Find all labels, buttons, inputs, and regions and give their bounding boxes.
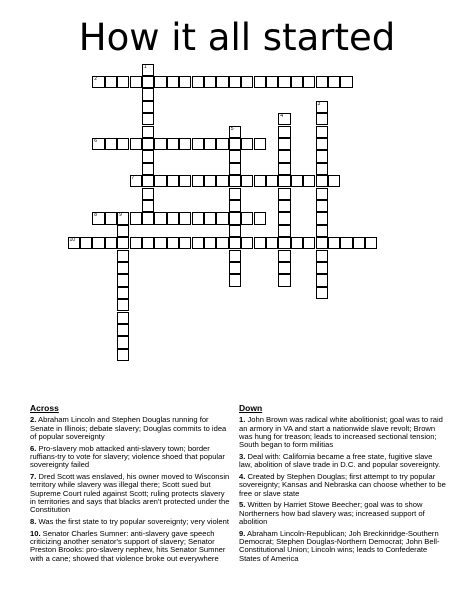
clue-number: 7 xyxy=(131,175,135,182)
grid-cell[interactable] xyxy=(142,200,154,212)
grid-cell[interactable] xyxy=(142,150,154,162)
grid-cell[interactable] xyxy=(142,113,154,125)
grid-cell[interactable] xyxy=(179,212,191,224)
grid-cell[interactable] xyxy=(154,175,166,187)
across-clue xyxy=(30,445,230,470)
grid-cell[interactable] xyxy=(117,76,129,88)
down-clue xyxy=(239,501,447,526)
down-clues xyxy=(239,404,447,567)
grid-cell[interactable] xyxy=(340,76,352,88)
clue-number: 8 xyxy=(94,212,98,219)
grid-cell[interactable] xyxy=(179,138,191,150)
grid-cell[interactable] xyxy=(241,175,253,187)
grid-cell[interactable] xyxy=(167,212,179,224)
grid-cell[interactable] xyxy=(254,237,266,249)
grid-cell[interactable] xyxy=(254,138,266,150)
grid-cell[interactable] xyxy=(278,250,290,262)
clue-number: 3. xyxy=(239,451,246,461)
grid-cell[interactable] xyxy=(328,175,340,187)
clue-number: 4 xyxy=(280,113,284,120)
grid-cell[interactable] xyxy=(278,138,290,150)
grid-cell[interactable] xyxy=(316,138,328,150)
grid-cell[interactable] xyxy=(216,175,228,187)
grid-cell[interactable] xyxy=(179,76,191,88)
grid-cell[interactable] xyxy=(291,237,303,249)
grid-cell[interactable] xyxy=(142,175,154,187)
clue-number: 5. xyxy=(239,500,246,510)
grid-cell[interactable] xyxy=(254,212,266,224)
grid-cell[interactable] xyxy=(278,188,290,200)
grid-cell[interactable] xyxy=(192,138,204,150)
down-clue xyxy=(239,416,447,449)
grid-cell[interactable] xyxy=(105,138,117,150)
down-clue xyxy=(239,453,447,470)
grid-cell[interactable] xyxy=(117,287,129,299)
grid-cell[interactable] xyxy=(216,138,228,150)
grid-cell[interactable] xyxy=(167,138,179,150)
grid-cell[interactable] xyxy=(154,212,166,224)
grid-cell[interactable] xyxy=(291,76,303,88)
grid-cell[interactable] xyxy=(316,237,328,249)
grid-cell[interactable] xyxy=(117,349,129,361)
grid-cell[interactable] xyxy=(142,126,154,138)
grid-cell[interactable] xyxy=(229,175,241,187)
clue-text: Deal with: California became a free state, fugitive slave law, abolition of slave trade in D.C. and popular sovereignty. xyxy=(239,451,441,470)
across-clues xyxy=(30,404,230,567)
grid-cell[interactable] xyxy=(278,262,290,274)
clue-number: 3 xyxy=(317,100,321,107)
grid-cell[interactable] xyxy=(316,188,328,200)
clue-text: Senator Charles Sumner: anti-slavery gave speech criticizing another senator's support of slavery; Senator Preston Brooks: pro-slavery nephew, hits Senator Sumner with a cane; showed that violence broke out everywhere xyxy=(30,528,226,563)
grid-cell[interactable] xyxy=(316,113,328,125)
grid-cell[interactable] xyxy=(179,175,191,187)
grid-cell[interactable] xyxy=(142,138,154,150)
grid-cell[interactable] xyxy=(117,336,129,348)
grid-cell[interactable] xyxy=(316,212,328,224)
grid-cell[interactable] xyxy=(142,188,154,200)
grid-cell[interactable] xyxy=(192,76,204,88)
grid-cell[interactable] xyxy=(142,163,154,175)
puzzle-title: How it all started xyxy=(78,16,396,59)
clue-number: 5 xyxy=(230,125,234,132)
grid-cell[interactable] xyxy=(316,225,328,237)
grid-cell[interactable] xyxy=(117,138,129,150)
grid-cell[interactable] xyxy=(105,212,117,224)
grid-cell[interactable] xyxy=(278,113,290,125)
grid-cell[interactable] xyxy=(278,274,290,286)
grid-cell[interactable] xyxy=(278,126,290,138)
grid-cell[interactable] xyxy=(216,76,228,88)
grid-cell[interactable] xyxy=(80,237,92,249)
grid-cell[interactable] xyxy=(241,76,253,88)
across-heading: Across xyxy=(30,403,59,413)
clue-number: 7. xyxy=(30,472,37,482)
grid-cell[interactable] xyxy=(92,138,104,150)
clue-text: Written by Harriet Stowe Beecher; goal was to show Northerners how bad slavery was; increased support of abolition xyxy=(239,500,425,527)
grid-cell[interactable] xyxy=(278,237,290,249)
grid-cell[interactable] xyxy=(130,138,142,150)
clue-text: Was the first state to try popular sovereignty; very violent xyxy=(36,517,229,527)
grid-cell[interactable] xyxy=(204,138,216,150)
grid-cell[interactable] xyxy=(167,175,179,187)
clue-number: 1 xyxy=(143,63,147,70)
grid-cell[interactable] xyxy=(204,76,216,88)
clue-number: 10 xyxy=(69,237,76,244)
grid-cell[interactable] xyxy=(328,76,340,88)
grid-cell[interactable] xyxy=(130,237,142,249)
clue-text: Abraham Lincoln and Stephen Douglas running for Senate in Illinois; debate slavery; Douglas commits to idea of popular sovereignty xyxy=(30,415,227,441)
grid-cell[interactable] xyxy=(229,76,241,88)
grid-cell[interactable] xyxy=(340,237,352,249)
clue-text: Pro-slavery mob attacked anti-slavery town; border ruffians-try to vote for slavery; violence shoed that popular sovereignty failed xyxy=(30,443,225,470)
clue-number: 9. xyxy=(239,528,246,538)
grid-cell[interactable] xyxy=(204,175,216,187)
grid-cell[interactable] xyxy=(229,138,241,150)
grid-cell[interactable] xyxy=(229,150,241,162)
grid-cell[interactable] xyxy=(117,262,129,274)
grid-cell[interactable] xyxy=(316,175,328,187)
grid-cell[interactable] xyxy=(241,237,253,249)
grid-cell[interactable] xyxy=(154,237,166,249)
grid-cell[interactable] xyxy=(117,212,129,224)
grid-cell[interactable] xyxy=(353,237,365,249)
down-clue xyxy=(239,530,447,563)
grid-cell[interactable] xyxy=(266,76,278,88)
grid-cell[interactable] xyxy=(278,150,290,162)
grid-cell[interactable] xyxy=(142,212,154,224)
grid-cell[interactable] xyxy=(229,262,241,274)
grid-cell[interactable] xyxy=(229,188,241,200)
grid-cell[interactable] xyxy=(117,324,129,336)
grid-cell[interactable] xyxy=(105,76,117,88)
grid-cell[interactable] xyxy=(216,237,228,249)
grid-cell[interactable] xyxy=(303,76,315,88)
grid-cell[interactable] xyxy=(117,312,129,324)
grid-cell[interactable] xyxy=(316,200,328,212)
grid-cell[interactable] xyxy=(92,76,104,88)
clue-number: 2 xyxy=(94,75,98,82)
grid-cell[interactable] xyxy=(229,212,241,224)
grid-cell[interactable] xyxy=(154,138,166,150)
grid-cell[interactable] xyxy=(92,237,104,249)
grid-cell[interactable] xyxy=(130,175,142,187)
clue-text: Dred Scott was enslaved, his owner moved to Wisconsin territory while slavery was illegal there; Scott sued but Supreme Court ruled against Scott; ruling protects slavery in territories and says that blacks aren't protected under the Constitution xyxy=(30,472,230,515)
across-clue xyxy=(30,518,230,526)
grid-cell[interactable] xyxy=(229,274,241,286)
grid-cell[interactable] xyxy=(266,175,278,187)
grid-cell[interactable] xyxy=(303,175,315,187)
grid-cell[interactable] xyxy=(316,126,328,138)
grid-cell[interactable] xyxy=(278,225,290,237)
grid-cell[interactable] xyxy=(303,237,315,249)
grid-cell[interactable] xyxy=(167,76,179,88)
grid-cell[interactable] xyxy=(192,175,204,187)
grid-cell[interactable] xyxy=(192,212,204,224)
grid-cell[interactable] xyxy=(92,212,104,224)
grid-cell[interactable] xyxy=(316,163,328,175)
clue-number: 10. xyxy=(30,528,41,538)
grid-cell[interactable] xyxy=(316,262,328,274)
grid-cell[interactable] xyxy=(229,200,241,212)
clue-number: 8. xyxy=(30,517,37,527)
clue-number: 2. xyxy=(30,415,37,425)
grid-cell[interactable] xyxy=(278,163,290,175)
grid-cell[interactable] xyxy=(241,212,253,224)
grid-cell[interactable] xyxy=(117,250,129,262)
grid-cell[interactable] xyxy=(216,212,228,224)
grid-cell[interactable] xyxy=(291,175,303,187)
grid-cell[interactable] xyxy=(316,101,328,113)
grid-cell[interactable] xyxy=(142,76,154,88)
grid-cell[interactable] xyxy=(130,212,142,224)
across-clue xyxy=(30,473,230,514)
grid-cell[interactable] xyxy=(204,212,216,224)
clue-number: 4. xyxy=(239,472,246,482)
grid-cell[interactable] xyxy=(278,212,290,224)
grid-cell[interactable] xyxy=(142,64,154,76)
clue-number: 6. xyxy=(30,443,37,453)
across-clue xyxy=(30,416,230,441)
grid-cell[interactable] xyxy=(254,175,266,187)
across-clue xyxy=(30,530,230,563)
clue-text: John Brown was radical white abolitionist; goal was to raid an armory in VA and start a nationwide slave revolt; Brown was hung for treason; leads to increased sectional tension; South began to form militias xyxy=(239,415,443,450)
grid-cell[interactable] xyxy=(278,200,290,212)
grid-cell[interactable] xyxy=(229,163,241,175)
grid-cell[interactable] xyxy=(316,287,328,299)
grid-cell[interactable] xyxy=(229,126,241,138)
grid-cell[interactable] xyxy=(254,76,266,88)
grid-cell[interactable] xyxy=(316,150,328,162)
grid-cell[interactable] xyxy=(179,237,191,249)
grid-cell[interactable] xyxy=(117,225,129,237)
grid-cell[interactable] xyxy=(142,88,154,100)
grid-cell[interactable] xyxy=(241,138,253,150)
grid-cell[interactable] xyxy=(142,237,154,249)
grid-cell[interactable] xyxy=(229,250,241,262)
grid-cell[interactable] xyxy=(316,250,328,262)
grid-cell[interactable] xyxy=(117,299,129,311)
grid-cell[interactable] xyxy=(154,76,166,88)
grid-cell[interactable] xyxy=(192,237,204,249)
clue-number: 6 xyxy=(94,137,98,144)
grid-cell[interactable] xyxy=(204,237,216,249)
grid-cell[interactable] xyxy=(316,274,328,286)
grid-cell[interactable] xyxy=(278,76,290,88)
grid-cell[interactable] xyxy=(142,101,154,113)
grid-cell[interactable] xyxy=(266,237,278,249)
grid-cell[interactable] xyxy=(365,237,377,249)
grid-cell[interactable] xyxy=(328,237,340,249)
grid-cell[interactable] xyxy=(278,175,290,187)
clue-text: Abraham Lincoln-Republican; Joh Breckinridge-Southern Democrat; Stephen Douglas-Northern Democrat; John Bell- Constitutional Union; Lincoln wins; leads to Confederate States of America xyxy=(239,528,440,563)
clue-text: Created by Stephen Douglas; first attempt to try popular sovereignty; Kansas and Nebraska can choose whether to be free or slave state xyxy=(239,472,446,498)
grid-cell[interactable] xyxy=(316,76,328,88)
grid-cell[interactable] xyxy=(229,237,241,249)
grid-cell[interactable] xyxy=(130,76,142,88)
grid-cell[interactable] xyxy=(167,237,179,249)
down-clue xyxy=(239,473,447,498)
grid-cell[interactable] xyxy=(105,237,117,249)
clue-number: 9 xyxy=(119,212,122,219)
grid-cell[interactable] xyxy=(229,225,241,237)
grid-cell[interactable] xyxy=(68,237,80,249)
down-heading: Down xyxy=(239,403,263,413)
clue-number: 1. xyxy=(239,415,246,425)
grid-cell[interactable] xyxy=(117,274,129,286)
grid-cell[interactable] xyxy=(117,237,129,249)
